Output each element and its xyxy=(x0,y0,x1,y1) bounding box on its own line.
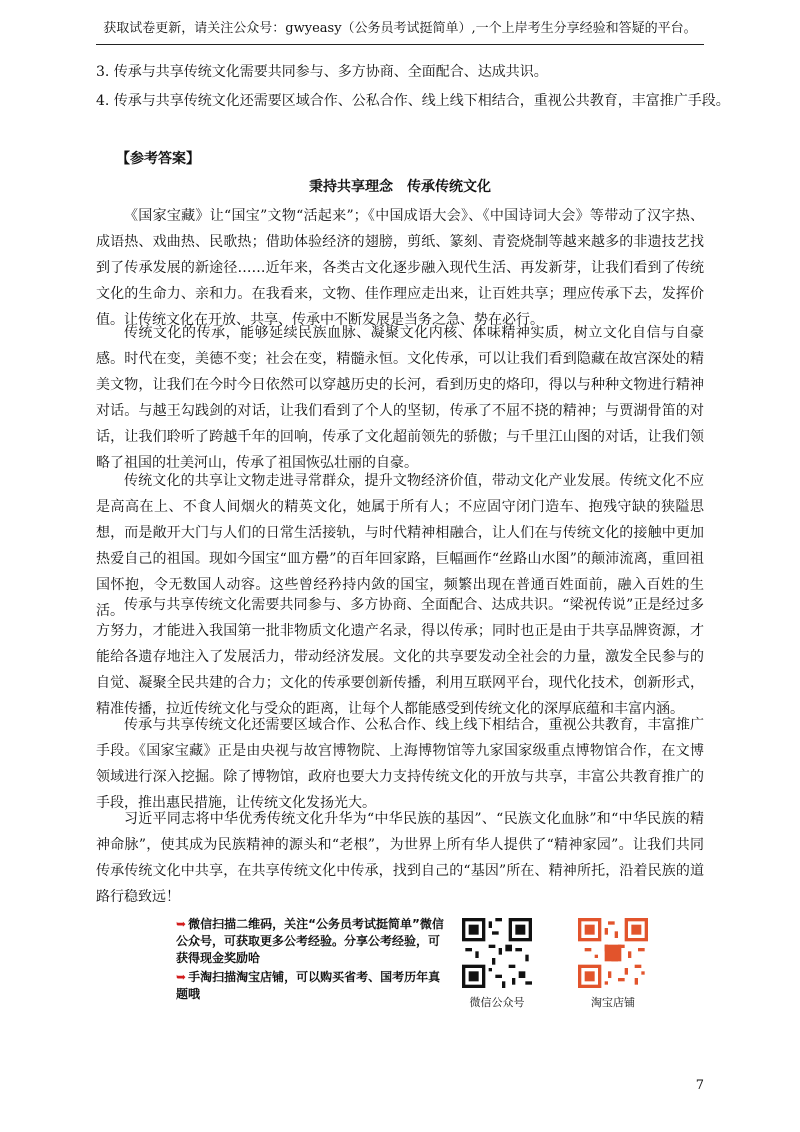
wechat-qr-caption: 微信公众号 xyxy=(469,996,525,1009)
list-item-3: 3. 传承与共享传统文化需要共同参与、多方协商、全面配合、达成共识。 xyxy=(96,64,548,80)
promo-line-1: 微信扫描二维码，关注“公务员考试挺简单”微信公众号，可获取更多公考经验。分享公考经验，可获得现金奖励哈 xyxy=(176,917,444,965)
red-arrow-icon: ➥ xyxy=(176,970,187,984)
paragraph-5: 传承与共享传统文化还需要区域合作、公私合作、线上线下相结合，重视公共教育，丰富推广手段。《国家宝藏》正是由央视与故宫博物院、上海博物馆等九家国家级重点博物馆合作，在文博领域进行深入挖掘。除了博物馆，政府也要大力支持传统文化的开放与共享，丰富公共教育推广的手段，推出惠民措施，让传统文化发扬光大。 xyxy=(96,717,704,811)
paragraph-3: 传统文化的共享让文物走进寻常群众，提升文物经济价值，带动文化产业发展。传统文化不应是高高在上、不食人间烟火的精英文化，她属于所有人；不应固守闭门造车、抱残守缺的狭隘思想，而是敞开大门与人们的日常生活接轨，与时代精神相融合，让人们在与传统文化的接触中更加热爱自己的祖国。现如今国宝“皿方罍”的百年回家路，巨幅画作“丝路山水图”的颠沛流离，重回祖国怀抱，令无数国人动容。这些曾经矜持内敛的国宝，频繁出现在普通百姓面前，融入百姓的生活。 xyxy=(96,473,704,619)
promo-text xyxy=(176,916,446,1003)
paragraph-4: 传承与共享传统文化需要共同参与、多方协商、全面配合、达成共识。“梁祝传说”正是经过多方努力，才能进入我国第一批非物质文化遗产名录，得以传承；同时也正是由于共享品牌资源，才能给各遗存地注入了发展活力，带动经济发展。文化的共享要发动全社会的力量，激发全民参与的自觉、凝聚全民共建的合力；文化的传承要创新传播，利用互联网平台，现代化技术，创新形式，精准传播，拉近传统文化与受众的距离，让每个人都能感受到传统文化的深厚底蕴和丰富内涵。 xyxy=(96,597,704,717)
page-number: 7 xyxy=(695,1078,704,1093)
essay-title: 秉持共享理念 传承传统文化 xyxy=(309,179,491,195)
red-arrow-icon: ➥ xyxy=(176,917,187,931)
page-header: 获取试卷更新，请关注公众号：gwyeasy（公务员考试挺简单）,一个上岸考生分享经验和答疑的平台。 xyxy=(96,14,704,45)
promo-line-2: 手淘扫描淘宝店铺，可以购买省考、国考历年真题哦 xyxy=(176,970,441,1001)
paragraph-2: 传统文化的传承，能够延续民族血脉、凝聚文化内核、体味精神实质，树立文化自信与自豪感。时代在变，美德不变；社会在变，精髓永恒。文化传承，可以让我们看到隐藏在故宫深处的精美文物，让我们在今时今日依然可以穿越历史的长河，看到历史的烙印，得以与种种文物进行精神对话。与越王勾践剑的对话，让我们看到了个人的坚韧，传承了不屈不挠的精神；与贾湖骨笛的对话，让我们聆听了跨越千年的回响，传承了文化超前领先的骄傲；与千里江山图的对话，让我们领略了祖国的壮美河山，传承了祖国恢弘壮丽的自豪。 xyxy=(96,325,704,471)
paragraph-6: 习近平同志将中华优秀传统文化升华为“中华民族的基因”、“民族文化血脉”和“中华民族的精神命脉”，使其成为民族精神的源头和“老根”，为世界上所有华人提供了“精神家园”。让我们共同传承传统文化中共享，在共享传统文化中传承，找到自己的“基因”所在、精神所托，沿着民族的道路行稳致远！ xyxy=(96,811,704,905)
taobao-qr-caption: 淘宝店铺 xyxy=(591,996,635,1009)
list-item-4: 4. 传承与共享传统文化还需要区域合作、公私合作、线上线下相结合，重视公共教育，丰富推广手段。 xyxy=(96,93,730,109)
wechat-qr-code xyxy=(462,918,532,988)
answer-label: 【参考答案】 xyxy=(116,151,200,167)
taobao-qr-code xyxy=(578,918,648,988)
paragraph-1: 《国家宝藏》让“国宝”文物“活起来”；《中国成语大会》、《中国诗词大会》等带动了汉字热、成语热、戏曲热、民歌热；借助体验经济的翅膀，剪纸、篆刻、青瓷烧制等越来越多的非遗技艺找到了传承发展的新途径……近年来，各类古文化逐步融入现代生活、再发新芽，让我们看到了传统文化的生命力、亲和力。在我看来，文物、佳作理应走出来，让百姓共享；理应传承下去，发挥价值。让传统文化在开放、共享、传承中不断发展是当务之急、势在必行。 xyxy=(96,208,704,328)
